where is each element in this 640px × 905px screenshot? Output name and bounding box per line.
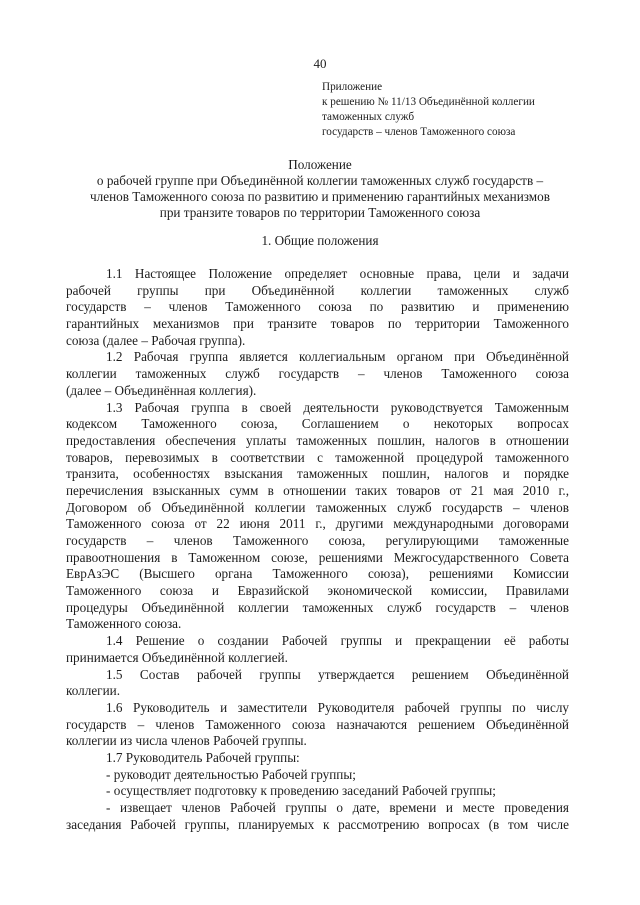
body-line: гарантийных механизмов при транзите товаров по территории Таможенного [66,316,569,332]
body-line: государств – членов Таможенного союза, регулирующими таможенные [66,533,569,548]
body-line: - руководит деятельностью Рабочей группы; [106,766,356,782]
body-line: государств – членов Таможенного союза по развитию и применению [66,299,569,315]
appendix-header [322,80,622,140]
body-line: коллегии из числа членов Рабочей группы. [66,733,307,749]
body-line: союза (далее – Рабочая группа). [66,332,246,348]
title-line: при транзите товаров по территории Таможенного союза [159,205,481,220]
body-line: заседания Рабочей группы, планируемых к рассмотрению вопросах (в том числе [66,816,569,832]
body-line: перечисления взысканных сумм в отношении таких товаров от 21 мая 2010 г., [66,482,569,498]
body-line: товаров, перевозимых в соответствии с таможенной процедурой таможенного [66,449,569,465]
body-line: Таможенного союза и Евразийской экономической комиссии, Правилами [66,583,569,599]
body-line: - извещает членов Рабочей группы о дате, времени и месте проведения [106,800,569,815]
body-line: Таможенного союза от 22 июня 2011 г., другими международными договорами [66,516,569,532]
body-line: 1.7 Руководитель Рабочей группы: [106,749,300,765]
body-line: 1.3 Рабочая группа в своей деятельности руководствуется Таможенным [106,399,569,415]
body-line: ЕврАзЭС (Высшего органа Таможенного союза), решениями Комиссии [66,566,569,582]
appendix-line: Приложение [322,81,383,93]
body-line: - осуществляет подготовку к проведению заседаний Рабочей группы; [106,783,496,799]
body-line: 1.2 Рабочая группа является коллегиальным органом при Объединённой [106,349,569,365]
body-line: 1.6 Руководитель и заместители Руководителя рабочей группы по числу [106,699,569,715]
body-line: 1.4 Решение о создании Рабочей группы и прекращении её работы [106,633,569,649]
body-line: 1.5 Состав рабочей группы утверждается решением Объединённой [106,666,569,682]
body-line: коллегии. [66,683,120,699]
body-line: кодексом Таможенного союза, Соглашением о некоторых вопросах [66,416,569,432]
appendix-line: таможенных служб [322,111,415,123]
page-number: 40 [313,56,327,71]
title-line: членов Таможенного союза по развитию и применению гарантийных механизмов [90,189,550,204]
appendix-line: государств – членов Таможенного союза [322,126,516,138]
body-line: (далее – Объединённая коллегия). [66,382,257,398]
body-line: Таможенного союза. [66,616,182,632]
body-line: рабочей группы при Объединённой коллегии таможенных служб [66,282,569,298]
body-line: транзита, особенностях взыскания таможенных пошлин, налогов и порядке [66,466,569,482]
title-line: Положение [288,157,352,172]
body-line: 1.1 Настоящее Положение определяет основные права, цели и задачи [106,266,569,281]
appendix-line: к решению № 11/13 Объединённой коллегии [322,96,535,108]
document-title [60,157,580,221]
body-text [66,266,569,833]
body-line: Договором об Объединённой коллегии таможенных служб государств – членов [66,499,569,515]
body-line: правоотношения в Таможенном союзе, решениями Межгосударственного Совета [66,549,569,565]
title-line: о рабочей группе при Объединённой коллегии таможенных служб государств – [96,173,544,188]
body-line: государств – членов Таможенного союза назначаются решением Объединённой [66,716,569,732]
section-heading: 1. Общие положения [261,233,379,248]
body-line: коллегии таможенных служб государств – членов Таможенного союза [66,366,569,382]
body-line: предоставления обеспечения уплаты таможенных пошлин, налогов в отношении [66,432,569,448]
body-line: процедуры Объединённой коллегии таможенных служб государств – членов [66,599,569,615]
body-line: принимается Объединённой коллегией. [66,649,288,665]
